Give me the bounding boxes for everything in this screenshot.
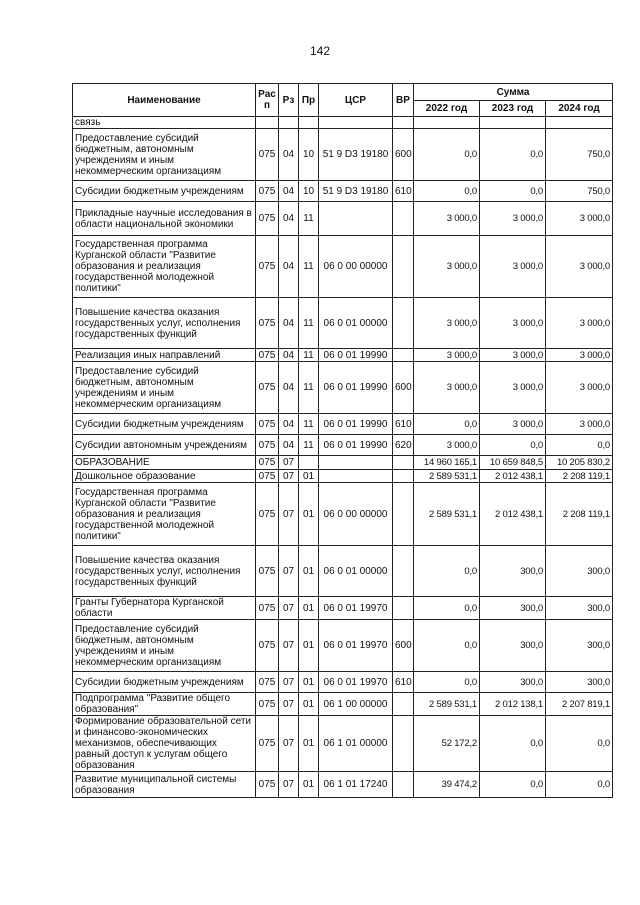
table-row <box>73 470 613 483</box>
row-rz: 04 <box>279 362 299 414</box>
row-rz: 04 <box>279 181 299 202</box>
row-sum-2022: 2 589 531,1 <box>414 693 480 716</box>
row-sum-2023 <box>480 117 546 129</box>
row-sum-2023: 10 659 848,5 <box>480 456 546 470</box>
row-csr: 06 0 01 00000 <box>319 298 393 349</box>
row-rasp <box>256 117 279 129</box>
row-rz: 04 <box>279 349 299 362</box>
row-sum-2022: 3 000,0 <box>414 349 480 362</box>
table-row <box>73 362 613 414</box>
row-csr: 06 0 01 19990 <box>319 349 393 362</box>
row-sum-2024: 0,0 <box>546 772 613 798</box>
row-csr: 06 0 00 00000 <box>319 236 393 298</box>
row-sum-2024: 0,0 <box>546 435 613 456</box>
page-number: 142 <box>309 44 331 58</box>
row-rasp: 075 <box>256 597 279 620</box>
row-vr <box>393 597 414 620</box>
table-row <box>73 117 613 129</box>
row-name: Дошкольное образование <box>73 470 256 483</box>
row-name: Повышение качества оказания государственных услуг, исполнения государственных функций <box>73 546 256 597</box>
row-rz: 07 <box>279 456 299 470</box>
row-sum-2023: 2 012 438,1 <box>480 470 546 483</box>
header-pr: Пр <box>299 84 319 117</box>
row-csr <box>319 202 393 236</box>
row-pr: 10 <box>299 181 319 202</box>
row-pr: 11 <box>299 236 319 298</box>
row-sum-2024: 3 000,0 <box>546 202 613 236</box>
table-row <box>73 202 613 236</box>
row-pr: 01 <box>299 620 319 672</box>
row-sum-2022: 0,0 <box>414 181 480 202</box>
row-vr <box>393 456 414 470</box>
row-rasp: 075 <box>256 456 279 470</box>
row-rasp: 075 <box>256 129 279 181</box>
table-header <box>73 84 613 117</box>
row-csr <box>319 456 393 470</box>
row-sum-2022: 0,0 <box>414 597 480 620</box>
row-pr <box>299 456 319 470</box>
row-sum-2023: 3 000,0 <box>480 414 546 435</box>
row-rz: 04 <box>279 129 299 181</box>
header-2023: 2023 год <box>480 101 546 117</box>
row-rasp: 075 <box>256 414 279 435</box>
row-name: Субсидии бюджетным учреждениям <box>73 181 256 202</box>
table-body <box>73 117 613 798</box>
row-rz: 04 <box>279 236 299 298</box>
row-name: Формирование образовательной сети и финансово-экономических механизмов, обеспечивающих равный доступ к услугам общего образования <box>73 716 256 772</box>
row-rasp: 075 <box>256 546 279 597</box>
row-rasp: 075 <box>256 349 279 362</box>
row-vr: 610 <box>393 672 414 693</box>
row-sum-2023: 300,0 <box>480 597 546 620</box>
row-sum-2022: 3 000,0 <box>414 236 480 298</box>
row-name: Развитие муниципальной системы образования <box>73 772 256 798</box>
row-sum-2024 <box>546 117 613 129</box>
row-rasp: 075 <box>256 772 279 798</box>
row-sum-2024: 3 000,0 <box>546 414 613 435</box>
row-pr: 01 <box>299 772 319 798</box>
row-name: Гранты Губернатора Курганской области <box>73 597 256 620</box>
row-sum-2022: 3 000,0 <box>414 298 480 349</box>
row-sum-2022: 3 000,0 <box>414 435 480 456</box>
row-vr <box>393 546 414 597</box>
row-rz: 07 <box>279 716 299 772</box>
header-rasp: Рас п <box>256 84 279 117</box>
row-sum-2024: 300,0 <box>546 597 613 620</box>
table-row <box>73 414 613 435</box>
row-vr: 610 <box>393 414 414 435</box>
row-pr: 01 <box>299 716 319 772</box>
row-csr: 51 9 D3 19180 <box>319 129 393 181</box>
row-csr <box>319 117 393 129</box>
row-sum-2022: 0,0 <box>414 620 480 672</box>
row-vr: 600 <box>393 620 414 672</box>
row-vr: 600 <box>393 129 414 181</box>
row-pr <box>299 117 319 129</box>
table-row <box>73 483 613 546</box>
row-vr <box>393 483 414 546</box>
row-vr <box>393 236 414 298</box>
row-rz: 07 <box>279 772 299 798</box>
row-sum-2023: 0,0 <box>480 181 546 202</box>
row-rz: 07 <box>279 620 299 672</box>
table-row <box>73 597 613 620</box>
table-row <box>73 693 613 716</box>
table-row <box>73 620 613 672</box>
header-2024: 2024 год <box>546 101 613 117</box>
row-pr: 10 <box>299 129 319 181</box>
row-csr: 06 1 01 17240 <box>319 772 393 798</box>
row-rasp: 075 <box>256 181 279 202</box>
row-name: Повышение качества оказания государственных услуг, исполнения государственных функций <box>73 298 256 349</box>
row-rz: 07 <box>279 546 299 597</box>
header-rz: Рз <box>279 84 299 117</box>
row-pr: 11 <box>299 362 319 414</box>
budget-table <box>72 83 613 798</box>
row-vr <box>393 772 414 798</box>
table-row <box>73 349 613 362</box>
row-sum-2023: 0,0 <box>480 435 546 456</box>
row-sum-2022: 52 172,2 <box>414 716 480 772</box>
row-sum-2022: 3 000,0 <box>414 362 480 414</box>
row-sum-2024: 3 000,0 <box>546 349 613 362</box>
table-row <box>73 181 613 202</box>
header-vr: ВР <box>393 84 414 117</box>
table-row <box>73 546 613 597</box>
row-csr <box>319 470 393 483</box>
row-rasp: 075 <box>256 483 279 546</box>
row-sum-2023: 3 000,0 <box>480 349 546 362</box>
row-sum-2022: 14 960 165,1 <box>414 456 480 470</box>
row-name: Предоставление субсидий бюджетным, автономным учреждениям и иным некоммерческим организациям <box>73 129 256 181</box>
row-rz <box>279 117 299 129</box>
row-name: Субсидии автономным учреждениям <box>73 435 256 456</box>
row-sum-2024: 300,0 <box>546 546 613 597</box>
row-name: Предоставление субсидий бюджетным, автономным учреждениям и иным некоммерческим организациям <box>73 620 256 672</box>
row-sum-2024: 2 208 119,1 <box>546 470 613 483</box>
row-name: Государственная программа Курганской области "Развитие образования и реализация государственной молодежной политики" <box>73 236 256 298</box>
row-csr: 06 0 01 00000 <box>319 546 393 597</box>
row-vr <box>393 298 414 349</box>
row-sum-2023: 3 000,0 <box>480 236 546 298</box>
header-name: Наименование <box>73 84 256 117</box>
row-rasp: 075 <box>256 716 279 772</box>
row-pr: 11 <box>299 349 319 362</box>
row-sum-2022: 2 589 531,1 <box>414 470 480 483</box>
row-rz: 04 <box>279 298 299 349</box>
row-csr: 06 1 00 00000 <box>319 693 393 716</box>
row-csr: 06 0 01 19990 <box>319 435 393 456</box>
row-sum-2024: 10 205 830,2 <box>546 456 613 470</box>
row-rz: 04 <box>279 435 299 456</box>
header-sum: Сумма <box>414 84 613 101</box>
row-sum-2023: 3 000,0 <box>480 298 546 349</box>
row-sum-2024: 750,0 <box>546 181 613 202</box>
row-sum-2022: 0,0 <box>414 414 480 435</box>
row-rz: 04 <box>279 202 299 236</box>
row-sum-2023: 2 012 438,1 <box>480 483 546 546</box>
row-rasp: 075 <box>256 236 279 298</box>
row-sum-2022: 39 474,2 <box>414 772 480 798</box>
row-sum-2024: 300,0 <box>546 672 613 693</box>
row-sum-2024: 3 000,0 <box>546 298 613 349</box>
row-rz: 07 <box>279 483 299 546</box>
row-csr: 06 0 01 19970 <box>319 620 393 672</box>
row-name: Прикладные научные исследования в области национальной экономики <box>73 202 256 236</box>
row-pr: 01 <box>299 693 319 716</box>
row-pr: 01 <box>299 546 319 597</box>
row-sum-2023: 0,0 <box>480 129 546 181</box>
row-sum-2024: 0,0 <box>546 716 613 772</box>
row-name: Реализация иных направлений <box>73 349 256 362</box>
row-name: ОБРАЗОВАНИЕ <box>73 456 256 470</box>
row-rasp: 075 <box>256 435 279 456</box>
row-rz: 07 <box>279 672 299 693</box>
row-sum-2024: 2 208 119,1 <box>546 483 613 546</box>
row-csr: 06 0 01 19990 <box>319 414 393 435</box>
row-rasp: 075 <box>256 202 279 236</box>
row-sum-2023: 300,0 <box>480 620 546 672</box>
table-row <box>73 435 613 456</box>
table-row <box>73 129 613 181</box>
row-csr: 06 0 00 00000 <box>319 483 393 546</box>
table-row <box>73 236 613 298</box>
table-row <box>73 716 613 772</box>
row-sum-2023: 300,0 <box>480 546 546 597</box>
row-pr: 11 <box>299 414 319 435</box>
table-row <box>73 456 613 470</box>
row-name: Субсидии бюджетным учреждениям <box>73 414 256 435</box>
row-sum-2023: 300,0 <box>480 672 546 693</box>
row-vr <box>393 202 414 236</box>
row-sum-2024: 750,0 <box>546 129 613 181</box>
row-rasp: 075 <box>256 672 279 693</box>
row-sum-2022 <box>414 117 480 129</box>
row-rasp: 075 <box>256 620 279 672</box>
row-rasp: 075 <box>256 298 279 349</box>
row-sum-2023: 0,0 <box>480 716 546 772</box>
row-name: Субсидии бюджетным учреждениям <box>73 672 256 693</box>
row-sum-2024: 2 207 819,1 <box>546 693 613 716</box>
row-sum-2023: 2 012 138,1 <box>480 693 546 716</box>
row-rasp: 075 <box>256 693 279 716</box>
row-sum-2022: 0,0 <box>414 546 480 597</box>
row-name: Государственная программа Курганской области "Развитие образования и реализация государственной молодежной политики" <box>73 483 256 546</box>
row-pr: 11 <box>299 435 319 456</box>
row-vr <box>393 693 414 716</box>
row-rasp: 075 <box>256 362 279 414</box>
row-sum-2024: 300,0 <box>546 620 613 672</box>
row-rz: 07 <box>279 470 299 483</box>
row-name: Предоставление субсидий бюджетным, автономным учреждениям и иным некоммерческим организациям <box>73 362 256 414</box>
row-pr: 11 <box>299 298 319 349</box>
row-rz: 04 <box>279 414 299 435</box>
table-row <box>73 672 613 693</box>
row-name: связь <box>73 117 256 129</box>
row-csr: 06 0 01 19970 <box>319 672 393 693</box>
row-csr: 51 9 D3 19180 <box>319 181 393 202</box>
row-sum-2023: 0,0 <box>480 772 546 798</box>
row-sum-2022: 3 000,0 <box>414 202 480 236</box>
row-sum-2023: 3 000,0 <box>480 362 546 414</box>
row-name: Подпрограмма "Развитие общего образования" <box>73 693 256 716</box>
table-row <box>73 298 613 349</box>
row-rz: 07 <box>279 597 299 620</box>
row-pr: 01 <box>299 597 319 620</box>
row-rz: 07 <box>279 693 299 716</box>
row-vr: 620 <box>393 435 414 456</box>
row-rasp: 075 <box>256 470 279 483</box>
row-vr: 600 <box>393 362 414 414</box>
table-row <box>73 772 613 798</box>
header-2022: 2022 год <box>414 101 480 117</box>
row-sum-2024: 3 000,0 <box>546 362 613 414</box>
row-sum-2022: 2 589 531,1 <box>414 483 480 546</box>
row-csr: 06 1 01 00000 <box>319 716 393 772</box>
row-vr <box>393 117 414 129</box>
row-sum-2024: 3 000,0 <box>546 236 613 298</box>
row-vr <box>393 716 414 772</box>
row-csr: 06 0 01 19970 <box>319 597 393 620</box>
row-vr: 610 <box>393 181 414 202</box>
row-sum-2023: 3 000,0 <box>480 202 546 236</box>
header-csr: ЦСР <box>319 84 393 117</box>
row-sum-2022: 0,0 <box>414 672 480 693</box>
row-pr: 01 <box>299 672 319 693</box>
row-pr: 01 <box>299 483 319 546</box>
row-vr <box>393 349 414 362</box>
row-csr: 06 0 01 19990 <box>319 362 393 414</box>
row-vr <box>393 470 414 483</box>
row-pr: 11 <box>299 202 319 236</box>
row-pr: 01 <box>299 470 319 483</box>
row-sum-2022: 0,0 <box>414 129 480 181</box>
